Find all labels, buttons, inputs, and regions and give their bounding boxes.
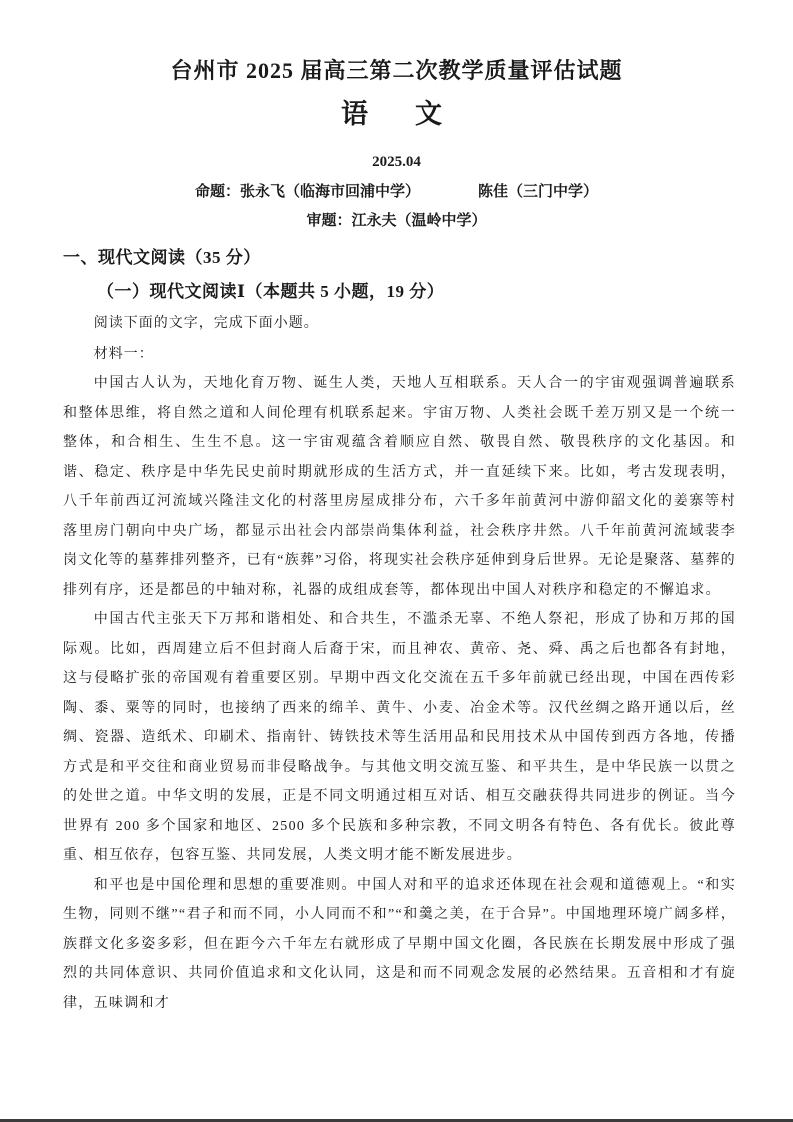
material-body — [63, 369, 736, 1018]
material-label: 材料一： — [93, 347, 154, 362]
material-paragraph: 和平也是中国伦理和思想的重要准则。中国人对和平的追求还体现在社会观和道德观上。“和实生物，同则不继”“君子和而不同，小人同而不和”“和羹之美，在于合异”。中国地理环境广阔多样，族群文化多姿多彩，但在距今六千年左右就形成了早期中国文化圈，各民族在长期发展中形成了强烈的共同体意识、共同价值追求和文化认同，这是和而不同观念发展的必然结果。五音相和才有旋律，五味调和才 — [63, 877, 736, 1011]
document-header — [0, 0, 793, 232]
material-paragraph: 中国古人认为，天地化育万物、诞生人类，天地人互相联系。天人合一的宇宙观强调普遍联系和整体思维，将自然之道和人间伦理有机联系起来。宇宙万物、人类社会既千差万别又是一个统一整体，和合相生、生生不息。这一宇宙观蕴含着顺应自然、敬畏自然、敬畏秩序的文化基因。和谐、稳定、秩序是中华先民史前时期就形成的生活方式，并一直延续下来。比如，考古发现表明，八千年前西辽河流域兴隆洼文化的村落里房屋成排分布，六千多年前黄河中游仰韶文化的姜寨等村落里房门朝向中央广场，都显示出社会内部崇尚集体利益，社会秩序井然。八千年前黄河流域裴李岗文化等的墓葬排列整齐，已有“族葬”习俗，将现实社会秩序延伸到身后世界。无论是聚落、墓葬的排列有序，还是都邑的中轴对称，礼器的成组成套等，都体现出中国人对秩序和稳定的不懈追求。 — [63, 376, 736, 598]
reading-instruction: 阅读下面的文字，完成下面小题。 — [93, 316, 319, 331]
material-paragraph: 中国古代主张天下万邦和谐相处、和合共生，不滥杀无辜、不绝人祭祀，形成了协和万邦的国际观。比如，西周建立后不但封商人后裔于宋，而且神农、黄帝、尧、舜、禹之后也都各有封地，这与侵略扩张的帝国观有着重要区别。早期中西文化交流在五千多年前就已经出现，中国在西传彩陶、黍、粟等的同时，也接纳了西来的绵羊、黄牛、小麦、冶金术等。汉代丝绸之路开通以后，丝绸、瓷器、造纸术、印刷术、指南针、铸铁技术等生活用品和民用技术从中国传到西方各地，传播方式是和平交往和商业贸易而非侵略战争。与其他文明交流互鉴、和平共生，是中华民族一以贯之的处世之道。中华文明的发展，正是不同文明通过相互对话、相互交融获得共同进步的例证。当今世界有 200 多个国家和地区、2500 多个民族和多种宗教，不同文明各有特色、各有优长。彼此尊重、相互依存，包容互鉴、共同发展，人类文明才能不断发展进步。 — [63, 612, 736, 863]
proposer-line — [0, 181, 793, 203]
exam-date: 2025.04 — [372, 154, 421, 170]
proposer-right: 陈佳（三门中学） — [478, 184, 599, 200]
subsection-heading: （一）现代文阅读Ⅰ（本题共 5 小题，19 分） — [97, 282, 445, 301]
section-heading: 一、现代文阅读（35 分） — [63, 248, 261, 267]
subject-title: 语 文 — [341, 99, 452, 129]
document-content — [63, 246, 736, 1018]
reviewer-line: 审题：江永夫（温岭中学） — [306, 213, 487, 229]
exam-title: 台州市 2025 届高三第二次教学质量评估试题 — [170, 58, 623, 83]
proposer-left: 命题：张永飞（临海市回浦中学） — [194, 184, 420, 200]
